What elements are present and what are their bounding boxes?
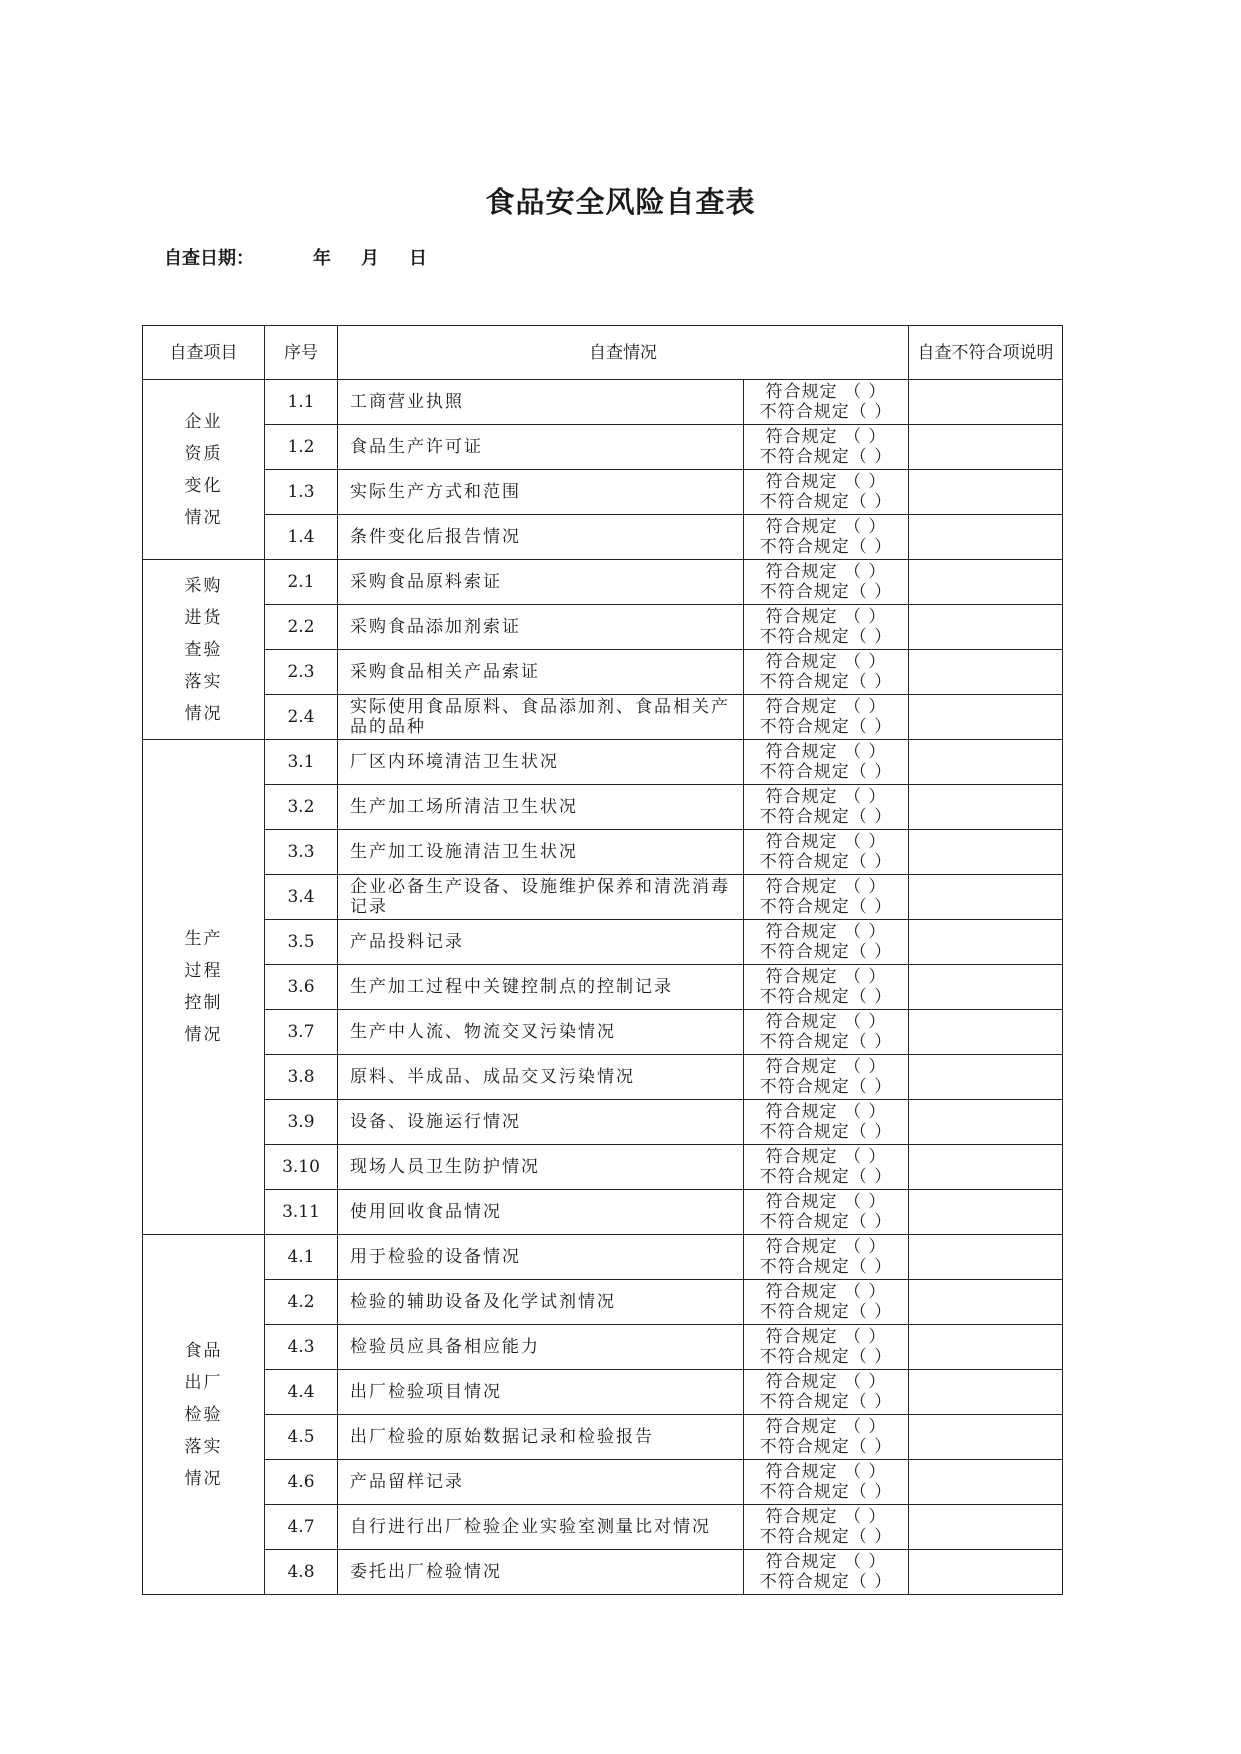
compliant-option[interactable]: 符合规定 （ ）	[765, 1552, 887, 1572]
serial-number: 3.10	[265, 1145, 338, 1190]
category-label: 进货	[184, 607, 223, 628]
compliant-option[interactable]: 符合规定 （ ）	[765, 427, 887, 447]
compliance-cell[interactable]	[744, 560, 909, 605]
serial-number: 4.7	[265, 1505, 338, 1550]
serial-number: 2.4	[265, 695, 338, 740]
compliance-cell[interactable]	[744, 1415, 909, 1460]
category-label: 食品	[184, 1340, 223, 1361]
serial-number: 4.2	[265, 1280, 338, 1325]
table-row	[143, 740, 1063, 785]
compliance-cell[interactable]	[744, 605, 909, 650]
check-item-text: 生产加工过程中关键控制点的控制记录	[338, 965, 744, 1010]
noncompliant-option[interactable]: 不符合规定（ ）	[759, 1572, 893, 1592]
compliant-option[interactable]: 符合规定 （ ）	[765, 1372, 887, 1392]
serial-number: 3.5	[265, 920, 338, 965]
noncompliant-option[interactable]: 不符合规定（ ）	[759, 1122, 893, 1142]
compliance-cell[interactable]	[744, 1010, 909, 1055]
compliance-cell[interactable]	[744, 1100, 909, 1145]
serial-number: 3.1	[265, 740, 338, 785]
category-label: 企业	[184, 411, 223, 432]
compliant-option[interactable]: 符合规定 （ ）	[765, 967, 887, 987]
noncompliance-note-cell[interactable]	[909, 1055, 1063, 1100]
check-item-text: 食品生产许可证	[338, 425, 744, 470]
compliance-cell[interactable]	[744, 425, 909, 470]
category-label: 出厂	[184, 1372, 223, 1393]
noncompliant-option[interactable]: 不符合规定（ ）	[759, 402, 893, 422]
self-check-table	[142, 325, 1063, 1595]
date-month-label: 月	[361, 248, 379, 269]
check-item-text: 工商营业执照	[338, 380, 744, 425]
noncompliance-note-cell[interactable]	[909, 605, 1063, 650]
noncompliant-option[interactable]: 不符合规定（ ）	[759, 582, 893, 602]
category-cell	[143, 740, 265, 1235]
header-serial-no: 序号	[265, 326, 338, 380]
noncompliant-option[interactable]: 不符合规定（ ）	[759, 1257, 893, 1277]
serial-number: 4.6	[265, 1460, 338, 1505]
check-item-text: 产品投料记录	[338, 920, 744, 965]
compliant-option[interactable]: 符合规定 （ ）	[765, 652, 887, 672]
noncompliance-note-cell[interactable]	[909, 1370, 1063, 1415]
noncompliance-note-cell[interactable]	[909, 1460, 1063, 1505]
noncompliant-option[interactable]: 不符合规定（ ）	[759, 1077, 893, 1097]
header-check-status: 自查情况	[338, 326, 909, 380]
noncompliance-note-cell[interactable]	[909, 695, 1063, 740]
date-year-label: 年	[313, 248, 331, 269]
table-row	[143, 1550, 1063, 1595]
serial-number: 3.8	[265, 1055, 338, 1100]
compliant-option[interactable]: 符合规定 （ ）	[765, 877, 887, 897]
compliant-option[interactable]: 符合规定 （ ）	[765, 1102, 887, 1122]
check-item-text: 生产加工场所清洁卫生状况	[338, 785, 744, 830]
check-item-text: 检验员应具备相应能力	[338, 1325, 744, 1370]
table-row	[143, 1280, 1063, 1325]
compliance-cell[interactable]	[744, 1145, 909, 1190]
check-item-text: 检验的辅助设备及化学试剂情况	[338, 1280, 744, 1325]
table-row	[143, 1460, 1063, 1505]
category-label: 变化	[184, 475, 223, 496]
noncompliance-note-cell[interactable]	[909, 830, 1063, 875]
table-row	[143, 965, 1063, 1010]
date-day-label: 日	[409, 248, 427, 269]
table-row	[143, 380, 1063, 425]
category-label: 情况	[184, 507, 223, 528]
table-row	[143, 1415, 1063, 1460]
compliance-cell[interactable]	[744, 740, 909, 785]
serial-number: 3.3	[265, 830, 338, 875]
serial-number: 4.4	[265, 1370, 338, 1415]
table-row	[143, 695, 1063, 740]
compliance-cell[interactable]	[744, 515, 909, 560]
compliant-option[interactable]: 符合规定 （ ）	[765, 922, 887, 942]
check-item-text: 使用回收食品情况	[338, 1190, 744, 1235]
noncompliant-option[interactable]: 不符合规定（ ）	[759, 537, 893, 557]
compliance-cell[interactable]	[744, 470, 909, 515]
noncompliance-note-cell[interactable]	[909, 740, 1063, 785]
noncompliance-note-cell[interactable]	[909, 1280, 1063, 1325]
category-label: 生产	[184, 929, 223, 949]
serial-number: 2.3	[265, 650, 338, 695]
date-label: 自查日期：	[164, 248, 254, 269]
table-row	[143, 605, 1063, 650]
compliant-option[interactable]: 符合规定 （ ）	[765, 517, 887, 537]
compliant-option[interactable]: 符合规定 （ ）	[765, 1147, 887, 1167]
compliance-cell[interactable]	[744, 1370, 909, 1415]
noncompliant-option[interactable]: 不符合规定（ ）	[759, 762, 893, 782]
category-label: 情况	[184, 1468, 223, 1489]
check-item-text: 委托出厂检验情况	[338, 1550, 744, 1595]
noncompliant-option[interactable]: 不符合规定（ ）	[759, 987, 893, 1007]
compliant-option[interactable]: 符合规定 （ ）	[765, 1282, 887, 1302]
compliant-option[interactable]: 符合规定 （ ）	[765, 1057, 887, 1077]
noncompliant-option[interactable]: 不符合规定（ ）	[759, 942, 893, 962]
noncompliance-note-cell[interactable]	[909, 875, 1063, 920]
table-row	[143, 1145, 1063, 1190]
noncompliant-option[interactable]: 不符合规定（ ）	[759, 1167, 893, 1187]
table-row	[143, 560, 1063, 605]
category-label: 落实	[184, 671, 223, 692]
noncompliant-option[interactable]: 不符合规定（ ）	[759, 1482, 893, 1502]
check-item-text: 生产中人流、物流交叉污染情况	[338, 1010, 744, 1055]
table-row	[143, 1505, 1063, 1550]
compliant-option[interactable]: 符合规定 （ ）	[765, 607, 887, 627]
compliant-option[interactable]: 符合规定 （ ）	[765, 1192, 887, 1212]
noncompliant-option[interactable]: 不符合规定（ ）	[759, 447, 893, 467]
compliant-option[interactable]: 符合规定 （ ）	[765, 1237, 887, 1257]
compliant-option[interactable]: 符合规定 （ ）	[765, 1462, 887, 1482]
table-row	[143, 515, 1063, 560]
compliance-cell[interactable]	[744, 1550, 909, 1595]
serial-number: 1.3	[265, 470, 338, 515]
noncompliance-note-cell[interactable]	[909, 650, 1063, 695]
table-row	[143, 1100, 1063, 1145]
check-item-text: 原料、半成品、成品交叉污染情况	[338, 1055, 744, 1100]
noncompliant-option[interactable]: 不符合规定（ ）	[759, 897, 893, 917]
compliant-option[interactable]: 符合规定 （ ）	[765, 1012, 887, 1032]
compliance-cell[interactable]	[744, 1280, 909, 1325]
check-item-text: 实际使用食品原料、食品添加剂、食品相关产品的品种	[338, 695, 744, 740]
table-row	[143, 875, 1063, 920]
noncompliance-note-cell[interactable]	[909, 515, 1063, 560]
category-cell	[143, 560, 265, 740]
table-row	[143, 830, 1063, 875]
self-check-date	[164, 244, 427, 270]
table-header-row	[143, 326, 1063, 380]
check-item-text: 条件变化后报告情况	[338, 515, 744, 560]
serial-number: 1.4	[265, 515, 338, 560]
compliance-cell[interactable]	[744, 1055, 909, 1100]
noncompliant-option[interactable]: 不符合规定（ ）	[759, 1527, 893, 1547]
check-item-text: 出厂检验项目情况	[338, 1370, 744, 1415]
compliance-cell[interactable]	[744, 695, 909, 740]
category-label: 检验	[184, 1404, 223, 1425]
check-item-text: 现场人员卫生防护情况	[338, 1145, 744, 1190]
noncompliance-note-cell[interactable]	[909, 1550, 1063, 1595]
compliant-option[interactable]: 符合规定 （ ）	[765, 1327, 887, 1347]
serial-number: 3.2	[265, 785, 338, 830]
noncompliant-option[interactable]: 不符合规定（ ）	[759, 807, 893, 827]
noncompliant-option[interactable]: 不符合规定（ ）	[759, 1347, 893, 1367]
serial-number: 4.1	[265, 1235, 338, 1280]
category-label: 过程	[184, 961, 223, 981]
compliance-cell[interactable]	[744, 650, 909, 695]
serial-number: 4.8	[265, 1550, 338, 1595]
noncompliance-note-cell[interactable]	[909, 470, 1063, 515]
compliant-option[interactable]: 符合规定 （ ）	[765, 562, 887, 582]
table-row	[143, 920, 1063, 965]
noncompliance-note-cell[interactable]	[909, 965, 1063, 1010]
document-title: 食品安全风险自查表	[485, 185, 756, 219]
compliance-cell[interactable]	[744, 1325, 909, 1370]
compliance-cell[interactable]	[744, 1235, 909, 1280]
noncompliant-option[interactable]: 不符合规定（ ）	[759, 852, 893, 872]
noncompliant-option[interactable]: 不符合规定（ ）	[759, 1032, 893, 1052]
header-noncompliance-note: 自查不符合项说明	[909, 326, 1063, 380]
check-item-text: 厂区内环境清洁卫生状况	[338, 740, 744, 785]
table-row	[143, 785, 1063, 830]
noncompliance-note-cell[interactable]	[909, 1145, 1063, 1190]
category-label: 采购	[184, 575, 223, 596]
check-item-text: 采购食品原料索证	[338, 560, 744, 605]
table-row	[143, 1010, 1063, 1055]
table-row	[143, 470, 1063, 515]
check-item-text: 采购食品相关产品索证	[338, 650, 744, 695]
serial-number: 3.11	[265, 1190, 338, 1235]
category-label: 控制	[184, 993, 223, 1013]
serial-number: 1.2	[265, 425, 338, 470]
compliance-cell[interactable]	[744, 1460, 909, 1505]
table-row	[143, 1190, 1063, 1235]
noncompliant-option[interactable]: 不符合规定（ ）	[759, 672, 893, 692]
compliance-cell[interactable]	[744, 1505, 909, 1550]
check-item-text: 自行进行出厂检验企业实验室测量比对情况	[338, 1505, 744, 1550]
compliant-option[interactable]: 符合规定 （ ）	[765, 742, 887, 762]
compliance-cell[interactable]	[744, 830, 909, 875]
noncompliant-option[interactable]: 不符合规定（ ）	[759, 1392, 893, 1412]
noncompliance-note-cell[interactable]	[909, 425, 1063, 470]
compliance-cell[interactable]	[744, 875, 909, 920]
category-label: 情况	[184, 1025, 223, 1045]
compliance-cell[interactable]	[744, 380, 909, 425]
serial-number: 4.3	[265, 1325, 338, 1370]
noncompliant-option[interactable]: 不符合规定（ ）	[759, 717, 893, 737]
serial-number: 3.9	[265, 1100, 338, 1145]
serial-number: 2.2	[265, 605, 338, 650]
noncompliance-note-cell[interactable]	[909, 1505, 1063, 1550]
noncompliant-option[interactable]: 不符合规定（ ）	[759, 1437, 893, 1457]
check-item-text: 采购食品添加剂索证	[338, 605, 744, 650]
table-row	[143, 1370, 1063, 1415]
noncompliance-note-cell[interactable]	[909, 920, 1063, 965]
noncompliance-note-cell[interactable]	[909, 1100, 1063, 1145]
noncompliant-option[interactable]: 不符合规定（ ）	[759, 627, 893, 647]
check-item-text: 产品留样记录	[338, 1460, 744, 1505]
category-label: 落实	[184, 1436, 223, 1457]
category-label: 查验	[184, 639, 223, 660]
category-label: 情况	[184, 703, 223, 724]
compliant-option[interactable]: 符合规定 （ ）	[765, 787, 887, 807]
check-item-text: 用于检验的设备情况	[338, 1235, 744, 1280]
noncompliant-option[interactable]: 不符合规定（ ）	[759, 1212, 893, 1232]
serial-number: 3.7	[265, 1010, 338, 1055]
noncompliance-note-cell[interactable]	[909, 785, 1063, 830]
compliant-option[interactable]: 符合规定 （ ）	[765, 1507, 887, 1527]
serial-number: 3.4	[265, 875, 338, 920]
noncompliance-note-cell[interactable]	[909, 1415, 1063, 1460]
compliance-cell[interactable]	[744, 785, 909, 830]
check-item-text: 企业必备生产设备、设施维护保养和清洗消毒记录	[338, 875, 744, 920]
noncompliance-note-cell[interactable]	[909, 1325, 1063, 1370]
compliant-option[interactable]: 符合规定 （ ）	[765, 382, 887, 402]
check-item-text: 出厂检验的原始数据记录和检验报告	[338, 1415, 744, 1460]
serial-number: 4.5	[265, 1415, 338, 1460]
category-cell	[143, 380, 265, 560]
header-check-item: 自查项目	[143, 326, 265, 380]
noncompliance-note-cell[interactable]	[909, 1235, 1063, 1280]
compliant-option[interactable]: 符合规定 （ ）	[765, 832, 887, 852]
compliant-option[interactable]: 符合规定 （ ）	[765, 472, 887, 492]
noncompliance-note-cell[interactable]	[909, 560, 1063, 605]
serial-number: 3.6	[265, 965, 338, 1010]
compliance-cell[interactable]	[744, 920, 909, 965]
compliance-cell[interactable]	[744, 965, 909, 1010]
noncompliant-option[interactable]: 不符合规定（ ）	[759, 1302, 893, 1322]
table-row	[143, 650, 1063, 695]
table-row	[143, 1325, 1063, 1370]
noncompliance-note-cell[interactable]	[909, 1010, 1063, 1055]
table-row	[143, 1235, 1063, 1280]
noncompliant-option[interactable]: 不符合规定（ ）	[759, 492, 893, 512]
serial-number: 1.1	[265, 380, 338, 425]
table-row	[143, 425, 1063, 470]
category-label: 资质	[184, 443, 223, 464]
check-item-text: 实际生产方式和范围	[338, 470, 744, 515]
noncompliance-note-cell[interactable]	[909, 1190, 1063, 1235]
category-cell	[143, 1235, 265, 1595]
compliant-option[interactable]: 符合规定 （ ）	[765, 1417, 887, 1437]
check-item-text: 设备、设施运行情况	[338, 1100, 744, 1145]
table-row	[143, 1055, 1063, 1100]
noncompliance-note-cell[interactable]	[909, 380, 1063, 425]
check-item-text: 生产加工设施清洁卫生状况	[338, 830, 744, 875]
compliant-option[interactable]: 符合规定 （ ）	[765, 697, 887, 717]
serial-number: 2.1	[265, 560, 338, 605]
compliance-cell[interactable]	[744, 1190, 909, 1235]
